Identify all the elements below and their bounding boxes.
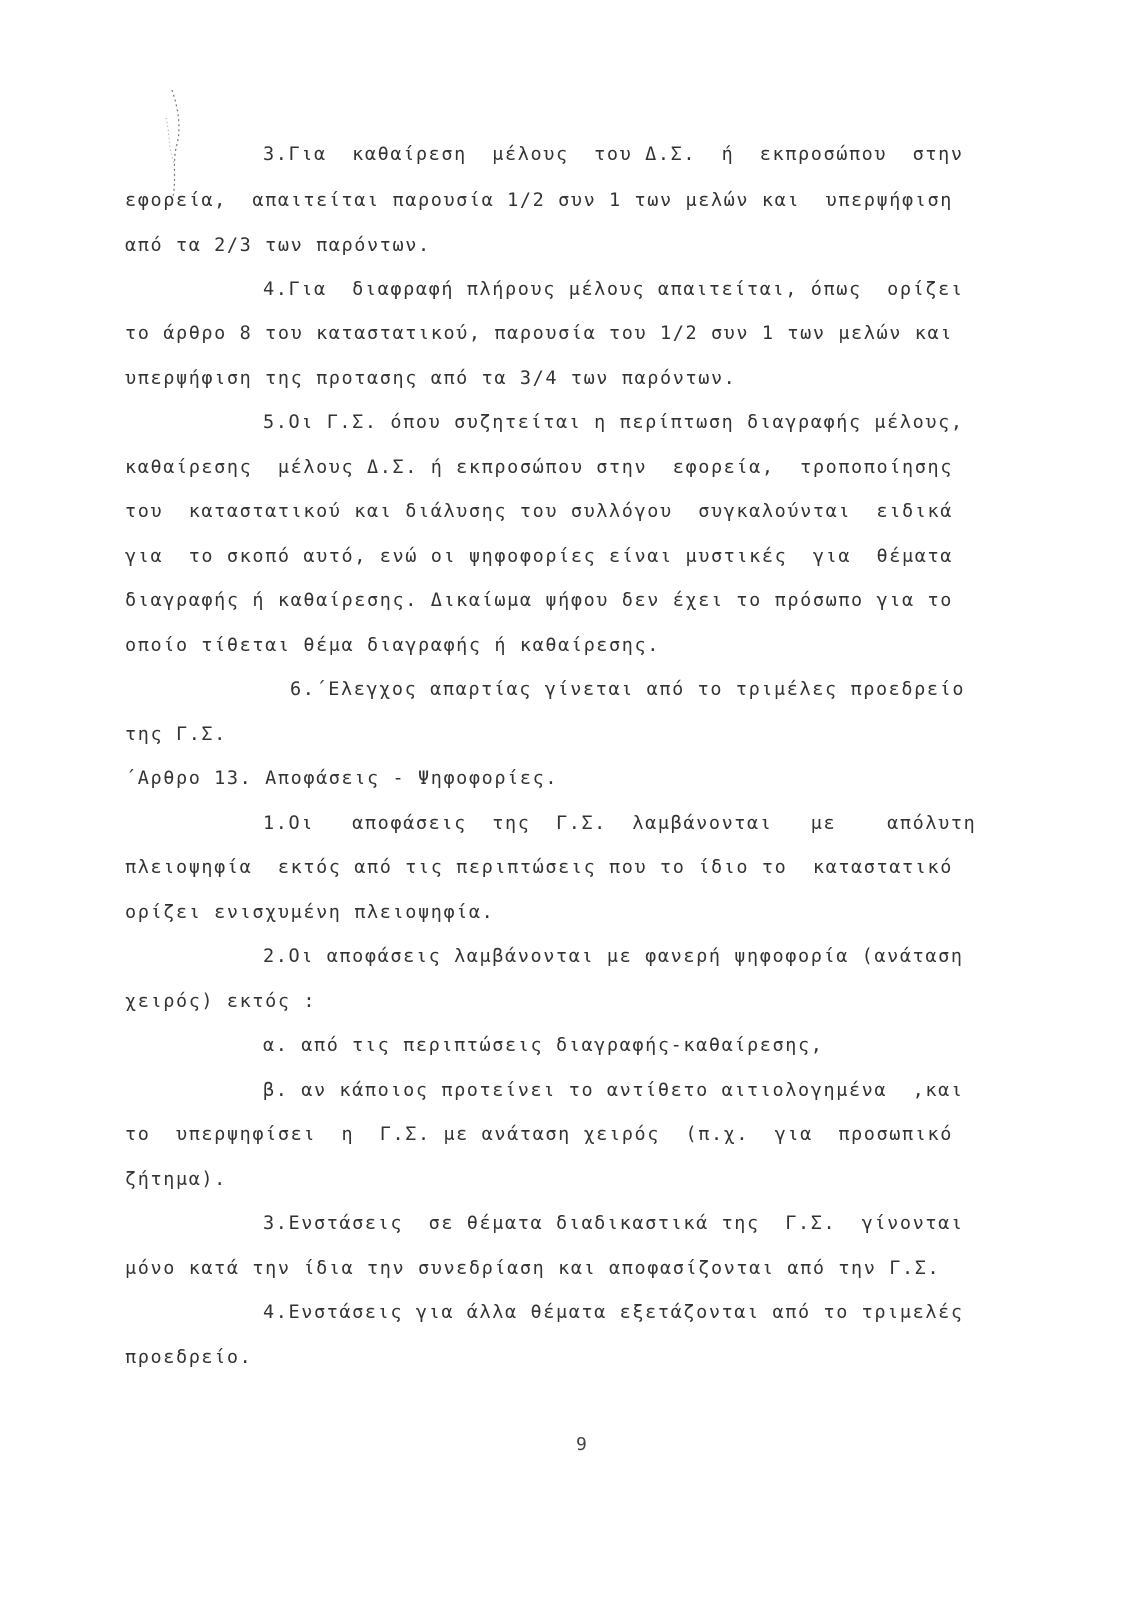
- art13-para-2-item-b-line-3: ζήτημα).: [125, 1169, 227, 1190]
- page-number: 9: [576, 1434, 587, 1455]
- art13-para-2-item-a: α. από τις περιπτώσεις διαγραφής-καθαίρεσης,: [263, 1035, 824, 1056]
- para-4-line-1: 4.Για διαφραφή πλήρους μέλους απαιτείται, όπως ορίζει: [263, 279, 964, 300]
- para-6-line-1: 6.΄Ελεγχος απαρτίας γίνεται από το τριμέλες προεδρείο: [290, 679, 966, 700]
- art13-para-1-line-2: πλειοψηφία εκτός από τις περιπτώσεις που το ίδιο το καταστατικό: [125, 857, 953, 878]
- para-3-line-1: 3.Για καθαίρεση μέλους του Δ.Σ. ή εκπροσώπου στην: [263, 144, 964, 165]
- art13-para-4-line-2: προεδρείο.: [125, 1347, 253, 1368]
- art13-para-2-item-b: β. αν κάποιος προτείνει το αντίθετο αιτιολογημένα ,και: [263, 1080, 964, 1101]
- para-5-line-5: διαγραφής ή καθαίρεσης. Δικαίωμα ψήφου δεν έχει το πρόσωπο για το: [125, 590, 953, 611]
- para-5-line-6: οποίο τίθεται θέμα διαγραφής ή καθαίρεσης.: [125, 635, 660, 656]
- art13-para-2-item-b-line-2: το υπερψηφίσει η Γ.Σ. με ανάταση χειρός (π.χ. για προσωπικό: [125, 1124, 953, 1145]
- art13-para-2-line-2: χειρός) εκτός :: [125, 991, 317, 1012]
- para-5-line-4: για το σκοπό αυτό, ενώ οι ψηφοφορίες είναι μυστικές για θέματα: [125, 546, 953, 567]
- art13-para-2-line-1: 2.Οι αποφάσεις λαμβάνονται με φανερή ψηφοφορία (ανάταση: [263, 946, 964, 967]
- art13-para-1-line-3: ορίζει ενισχυμένη πλειοψηφία.: [125, 902, 495, 923]
- art13-para-4-line-1: 4.Ενστάσεις για άλλα θέματα εξετάζονται από το τριμελές: [263, 1302, 964, 1323]
- art13-para-3-line-1: 3.Ενστάσεις σε θέματα διαδικαστικά της Γ.Σ. γίνονται: [263, 1213, 964, 1234]
- article-13-heading: ΄Αρθρο 13. Αποφάσεις - Ψηφοφορίες.: [125, 768, 559, 789]
- para-5-line-1: 5.Οι Γ.Σ. όπου συζητείται η περίπτωση διαγραφής μέλους,: [263, 412, 964, 433]
- para-6-line-2: της Γ.Σ.: [125, 724, 227, 745]
- para-4-line-3: υπερψήφιση της προτασης από τα 3/4 των παρόντων.: [125, 368, 737, 389]
- art13-para-1-line-1: 1.Οι αποφάσεις της Γ.Σ. λαμβάνονται με απόλυτη: [263, 813, 977, 834]
- para-5-line-2: καθαίρεσης μέλους Δ.Σ. ή εκπροσώπου στην εφορεία, τροποποίησης: [125, 457, 953, 478]
- art13-para-3-line-2: μόνο κατά την ίδια την συνεδρίαση και αποφασίζονται από την Γ.Σ.: [125, 1258, 941, 1279]
- para-4-line-2: το άρθρο 8 του καταστατικού, παρουσία του 1/2 συν 1 των μελών και: [125, 323, 953, 344]
- para-5-line-3: του καταστατικού και διάλυσης του συλλόγου συγκαλούνται ειδικά: [125, 501, 953, 522]
- para-3-line-3: από τα 2/3 των παρόντων.: [125, 235, 431, 256]
- para-3-line-2: εφορεία, απαιτείται παρουσία 1/2 συν 1 των μελών και υπερψήφιση: [125, 190, 953, 211]
